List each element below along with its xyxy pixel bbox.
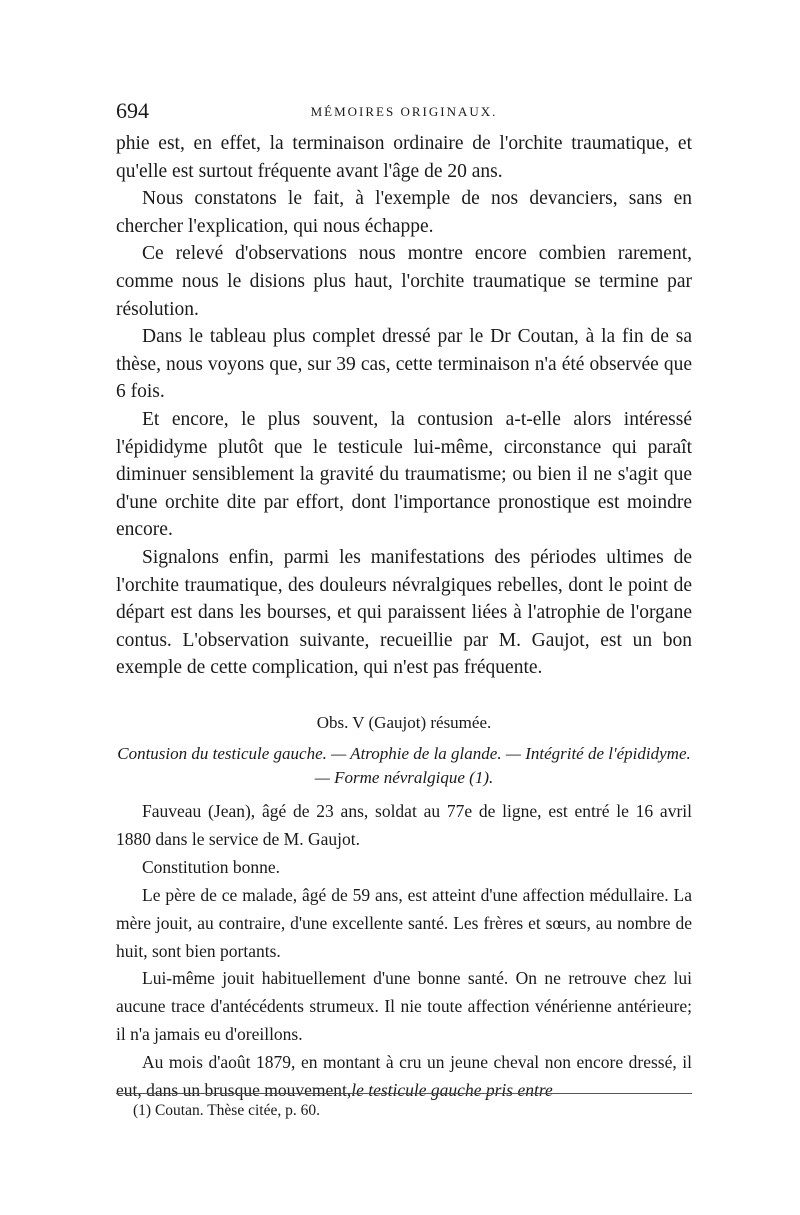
paragraph: Le père de ce malade, âgé de 59 ans, est atteint d'une affection médullaire. La mère jouit, au contraire, d'une excellente santé. Les frères et sœurs, au nombre de huit, sont bien portants. xyxy=(116,884,692,961)
footnote: (1) Coutan. Thèse citée, p. 60. xyxy=(133,1102,320,1119)
paragraph: Dans le tableau plus complet dressé par le Dr Coutan, à la fin de sa thèse, nous voyons que, sur 39 cas, cette terminaison n'a été observée que 6 fois. xyxy=(116,326,692,403)
paragraph: phie est, en effet, la terminaison ordinaire de l'orchite traumatique, et qu'elle est surtout fréquente avant l'âge de 20 ans. xyxy=(116,133,692,182)
running-head: MÉMOIRES ORIGINAUX. xyxy=(310,104,498,119)
paragraph: Et encore, le plus souvent, la contusion a-t-elle alors intéressé l'épididyme plutôt que le testicule lui-même, circonstance qui paraît diminuer sensiblement la gravité du traumatisme; ou bien il ne s'agit que d'une orchite dite par effort, dont l'importance pronostique est moindre encore. xyxy=(116,408,692,541)
paragraph xyxy=(116,1049,692,1105)
paragraph: Signalons enfin, parmi les manifestations des périodes ultimes de l'orchite traumatique, des douleurs névralgiques rebelles, dont le point de départ est dans les bourses, et qui paraissent liées à l'atrophie de l'organe contus. L'observation suivante, recueillie par M. Gaujot, est un bon exemple de cette complication, qui n'est pas fréquente. xyxy=(116,546,692,679)
main-text xyxy=(116,130,692,682)
paragraph: Nous constatons le fait, à l'exemple de nos devanciers, sans en chercher l'explication, qui nous échappe. xyxy=(116,188,692,237)
paragraph-text: Au mois d'août 1879, en montant à cru un jeune cheval non encore dressé, il eut, dans un brusque mouvement, xyxy=(116,1052,692,1101)
paragraph: Constitution bonne. xyxy=(142,856,281,877)
paragraph: Lui-même jouit habituellement d'une bonne santé. On ne retrouve chez lui aucune trace d'antécédents strumeux. Il nie toute affection vénérienne antérieure; il n'a jamais eu d'oreillons. xyxy=(116,968,692,1045)
paragraph-italic-text: le testicule gauche pris entre xyxy=(351,1080,553,1101)
paragraph: Fauveau (Jean), âgé de 23 ans, soldat au 77e de ligne, est entré le 16 avril 1880 dans le service de M. Gaujot. xyxy=(116,801,692,849)
page-header xyxy=(116,98,692,128)
observation-text xyxy=(116,798,692,1105)
footnote-rule xyxy=(116,1093,692,1094)
page-number: 694 xyxy=(116,98,149,123)
observation-title: Obs. V (Gaujot) résumée. xyxy=(316,713,492,732)
observation-subtitle: Contusion du testicule gauche. — Atrophie de la glande. — Intégrité de l'épididyme. — Forme névralgique (1). xyxy=(117,744,691,787)
paragraph: Ce relevé d'observations nous montre encore combien rarement, comme nous le disions plus haut, l'orchite traumatique se termine par résolution. xyxy=(116,243,692,320)
